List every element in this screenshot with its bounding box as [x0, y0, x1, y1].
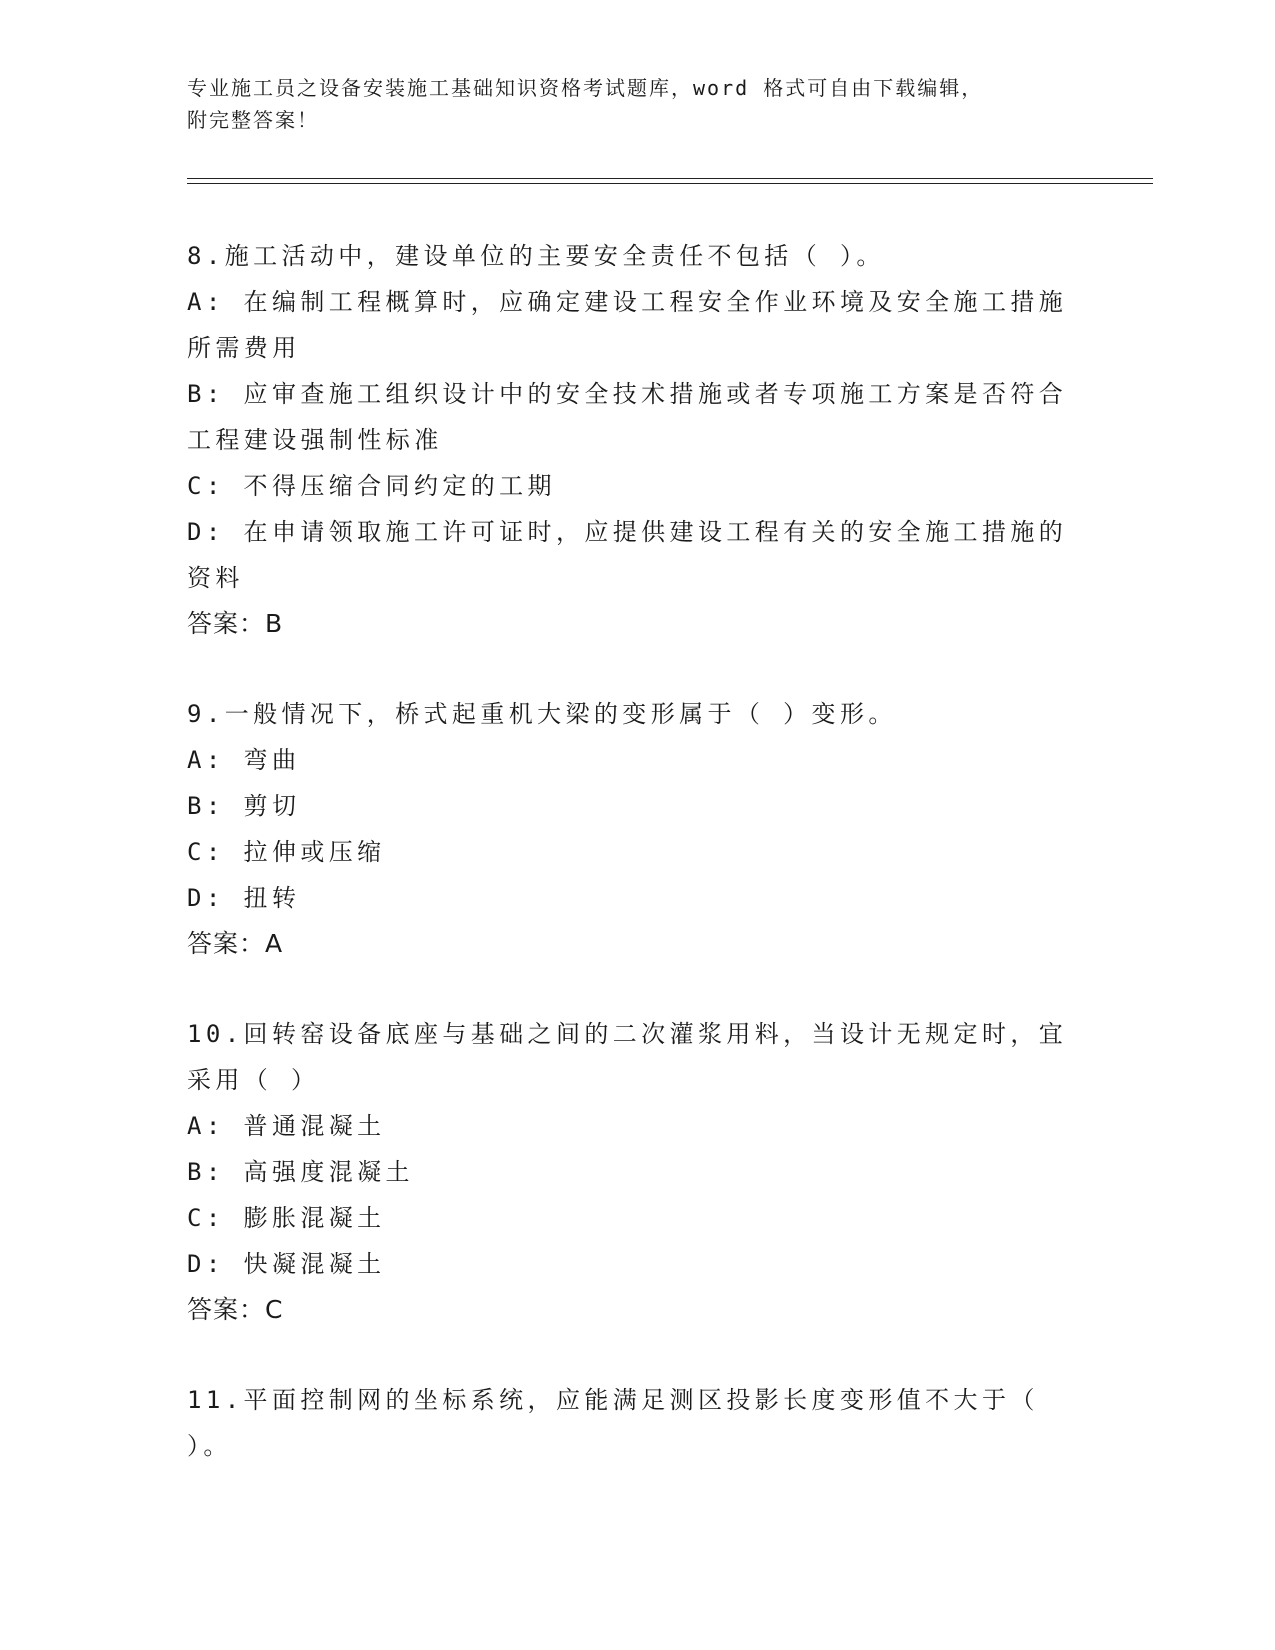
header-divider-top — [187, 178, 1153, 179]
option-text: C: 膨胀混凝土 — [187, 1204, 386, 1232]
option-text: A: 普通混凝土 — [187, 1112, 386, 1140]
question-block — [187, 1011, 1087, 1333]
answer-label: 答案：B — [187, 609, 284, 638]
question-list — [187, 233, 1087, 1513]
question-stem: 8.施工活动中，建设单位的主要安全责任不包括（ ）。 — [187, 242, 885, 270]
option-text: D: 快凝混凝土 — [187, 1250, 386, 1278]
option-text: A: 在编制工程概算时，应确定建设工程安全作业环境及安全施工措施 — [187, 288, 1068, 316]
question-stem: 11.平面控制网的坐标系统，应能满足测区投影长度变形值不大于（ — [187, 1386, 1039, 1414]
option-text: B: 高强度混凝土 — [187, 1158, 414, 1186]
option-text: A: 弯曲 — [187, 746, 301, 774]
option-text: C: 不得压缩合同约定的工期 — [187, 472, 556, 500]
option-text: 资料 — [187, 564, 244, 592]
header-line-1: 专业施工员之设备安装施工基础知识资格考试题库，word 格式可自由下载编辑， — [187, 76, 984, 100]
option-text: D: 扭转 — [187, 884, 301, 912]
option-text: B: 应审查施工组织设计中的安全技术措施或者专项施工方案是否符合 — [187, 380, 1068, 408]
question-stem: 10.回转窑设备底座与基础之间的二次灌浆用料，当设计无规定时，宜 — [187, 1020, 1068, 1048]
question-stem: 采用（ ） — [187, 1066, 320, 1094]
option-text: B: 剪切 — [187, 792, 301, 820]
question-stem: ）。 — [187, 1432, 232, 1460]
option-text: C: 拉伸或压缩 — [187, 838, 386, 866]
option-text: 所需费用 — [187, 334, 301, 362]
header-divider-bottom — [187, 183, 1153, 184]
answer-label: 答案：A — [187, 929, 284, 958]
question-block — [187, 691, 1087, 967]
document-header — [187, 72, 1067, 136]
question-block — [187, 233, 1087, 647]
question-stem: 9.一般情况下，桥式起重机大梁的变形属于（ ）变形。 — [187, 700, 897, 728]
option-text: 工程建设强制性标准 — [187, 426, 443, 454]
answer-label: 答案：C — [187, 1295, 284, 1324]
question-block — [187, 1377, 1087, 1469]
header-line-2: 附完整答案！ — [187, 108, 319, 132]
option-text: D: 在申请领取施工许可证时，应提供建设工程有关的安全施工措施的 — [187, 518, 1068, 546]
